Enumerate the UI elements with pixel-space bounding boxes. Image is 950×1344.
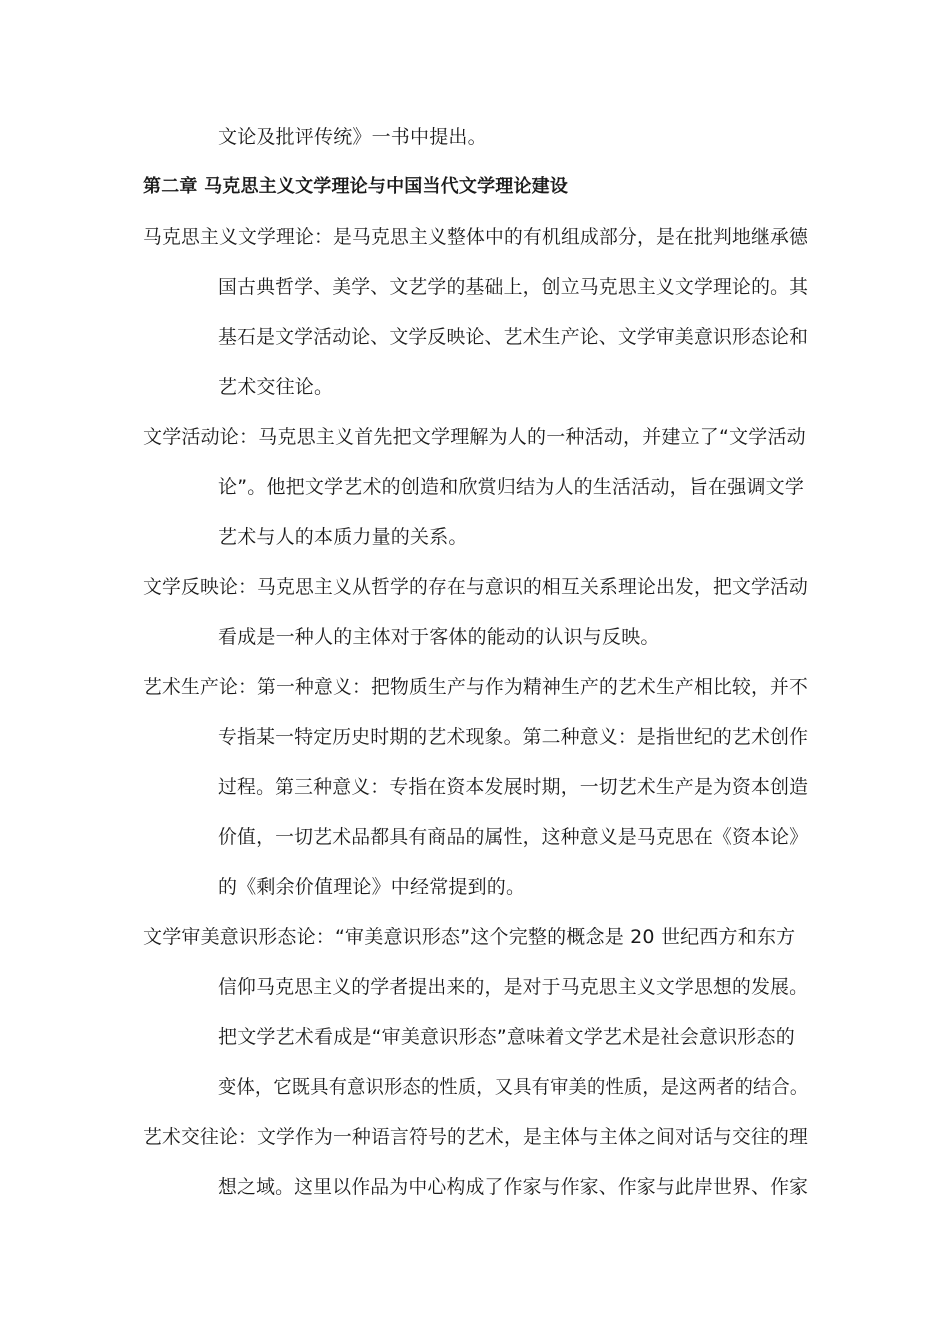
text-line: 文学活动论：马克思主义首先把文学理解为人的一种活动，并建立了“文学活动 — [143, 426, 806, 448]
text-line: 艺术交往论。 — [218, 376, 334, 398]
text-line: 价值，一切艺术品都具有商品的属性，这种意义是马克思在《资本论》 — [218, 826, 809, 848]
text-line: 文学审美意识形态论：“审美意识形态”这个完整的概念是 20 世纪西方和东方 — [143, 926, 796, 948]
text-line: 论”。他把文学艺术的创造和欣赏归结为人的生活活动，旨在强调文学 — [218, 476, 805, 498]
text-line: 的《剩余价值理论》中经常提到的。 — [218, 876, 526, 898]
text-line: 信仰马克思主义的学者提出来的，是对于马克思主义文学思想的发展。 — [218, 976, 809, 998]
text-line: 艺术生产论：第一种意义：把物质生产与作为精神生产的艺术生产相比较，并不 — [143, 676, 809, 698]
text-line: 艺术与人的本质力量的关系。 — [218, 526, 468, 548]
text-line: 基石是文学活动论、文学反映论、艺术生产论、文学审美意识形态论和 — [218, 326, 809, 348]
text-line: 变体，它既具有意识形态的性质，又具有审美的性质，是这两者的结合。 — [218, 1076, 809, 1098]
text-line: 国古典哲学、美学、文艺学的基础上，创立马克思主义文学理论的。其 — [218, 276, 809, 298]
text-line: 把文学艺术看成是“审美意识形态”意味着文学艺术是社会意识形态的 — [218, 1026, 795, 1048]
text-line: 艺术交往论：文学作为一种语言符号的艺术，是主体与主体之间对话与交往的理 — [143, 1126, 809, 1148]
text-line: 文学反映论：马克思主义从哲学的存在与意识的相互关系理论出发，把文学活动 — [143, 576, 809, 598]
text-line: 专指某一特定历史时期的艺术现象。第二种意义：是指世纪的艺术创作 — [218, 726, 809, 748]
text-line: 看成是一种人的主体对于客体的能动的认识与反映。 — [218, 626, 660, 648]
chapter-heading: 第二章 马克思主义文学理论与中国当代文学理论建设 — [143, 176, 569, 197]
text-line: 马克思主义文学理论：是马克思主义整体中的有机组成部分，是在批判地继承德 — [143, 226, 809, 248]
text-line: 想之域。这里以作品为中心构成了作家与作家、作家与此岸世界、作家 — [218, 1176, 809, 1198]
text-line: 过程。第三种意义：专指在资本发展时期，一切艺术生产是为资本创造 — [218, 776, 809, 798]
text-line: 文论及批评传统》一书中提出。 — [218, 126, 487, 148]
